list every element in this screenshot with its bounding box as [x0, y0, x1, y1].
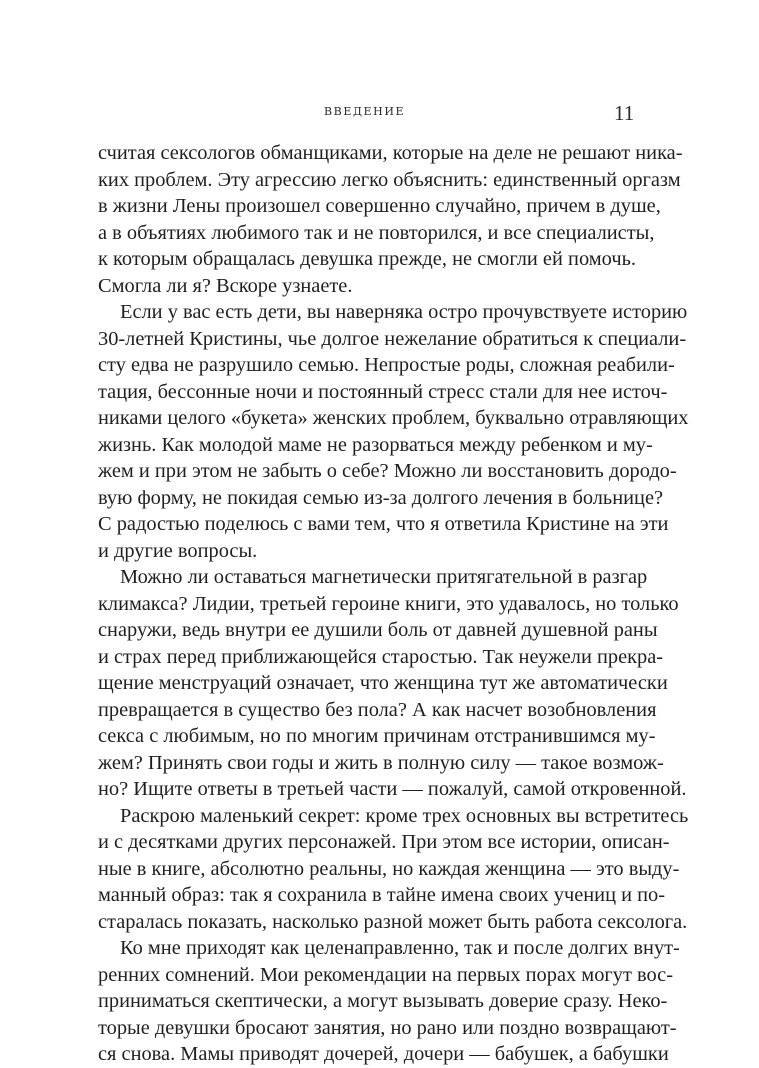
running-header — [0, 101, 759, 125]
text-line: превращается в существо без пола? А как насчет возобновления — [98, 698, 657, 721]
text-line: в жизни Лены произошел совершенно случайно, причем в душе, — [98, 195, 661, 217]
text-line: щение менструаций означает, что женщина тут же автоматически — [98, 672, 668, 694]
paragraph — [98, 564, 687, 803]
text-line: и с десятками других персонажей. При этом все истории, описан- — [98, 831, 670, 853]
text-line: сту едва не разрушило семью. Непростые роды, сложная реабили- — [98, 354, 675, 376]
text-line: вую форму, не покидая семью из-за долгого лечения в больнице? — [98, 486, 664, 509]
text-line: Можно ли оставаться магнетически притягательной в разгар — [120, 566, 648, 588]
text-line: ренних сомнений. Мои рекомендации на первых порах могут вос- — [98, 963, 673, 986]
text-line: ные в книге, абсолютно реальны, но каждая женщина — это выду- — [98, 857, 680, 880]
text-line: секса с любимым, но по многим причинам отстранившимся му- — [98, 725, 656, 747]
text-line: климакса? Лидии, третьей героине книги, это удавалось, но только — [98, 592, 679, 615]
paragraph — [98, 935, 680, 1068]
text-line: жем и при этом не забыть о себе? Можно ли восстановить дородо- — [98, 460, 677, 482]
text-line: старалась показать, насколько разной может быть работа сексолога. — [98, 910, 688, 933]
text-line: Раскрою маленький секрет: кроме трех основных вы встретитесь — [120, 804, 689, 827]
text-line: считая сексологов обманщиками, которые на деле не решают ника- — [98, 142, 683, 164]
text-line: снаружи, ведь внутри ее душили боль от давней душевной раны — [98, 619, 658, 641]
text-line: ся снова. Мамы приводят дочерей, дочери — бабушек, а бабушки — [98, 1043, 669, 1065]
section-title: ВВЕДЕНИЕ — [324, 105, 406, 118]
text-line: приниматься скептически, а могут вызывать доверие сразу. Неко- — [98, 990, 668, 1012]
text-line: и страх перед приближающейся старостью. Так неужели прекра- — [98, 645, 664, 668]
text-line: жизнь. Как молодой маме не разорваться между ребенком и му- — [98, 433, 653, 456]
text-line: и другие вопросы. — [98, 539, 258, 562]
text-line: торые девушки бросают занятия, но рано или поздно возвращают- — [98, 1016, 677, 1039]
text-line: к которым обращалась девушка прежде, не смогли ей помочь. — [98, 248, 636, 270]
text-line: но? Ищите ответы в третьей части — пожалуй, самой откровенной. — [98, 778, 687, 800]
text-line: Смогла ли я? Вскоре узнаете. — [98, 274, 353, 297]
text-line: С радостью поделюсь с вами тем, что я ответила Кристине на эти — [98, 513, 669, 535]
text-line: жем? Принять свои годы и жить в полную силу — такое возмож- — [98, 751, 664, 774]
paragraph — [98, 140, 683, 299]
text-line: Если у вас есть дети, вы наверняка остро прочувствуете историю — [120, 301, 688, 323]
text-line: Ко мне приходят как целенаправленно, так и после долгих внут- — [120, 937, 680, 959]
text-line: никами целого «букета» женских проблем, буквально отравляющих — [98, 407, 689, 429]
text-line: а в объятиях любимого так и не повторился, и все специалисты, — [98, 221, 655, 244]
body-text — [98, 140, 689, 1068]
paragraph — [98, 299, 689, 564]
text-line: тация, бессонные ночи и постоянный стресс стали для нее источ- — [98, 380, 668, 403]
text-line: ких проблем. Эту агрессию легко объяснить: единственный оргазм — [98, 168, 681, 191]
page-number: 11 — [614, 101, 635, 125]
paragraph — [98, 803, 689, 936]
text-line: манный образ: так я сохранила в тайне имена своих учениц и по- — [98, 884, 666, 906]
text-line: 30-летней Кристины, чье долгое нежелание обратиться к специали- — [98, 327, 687, 350]
